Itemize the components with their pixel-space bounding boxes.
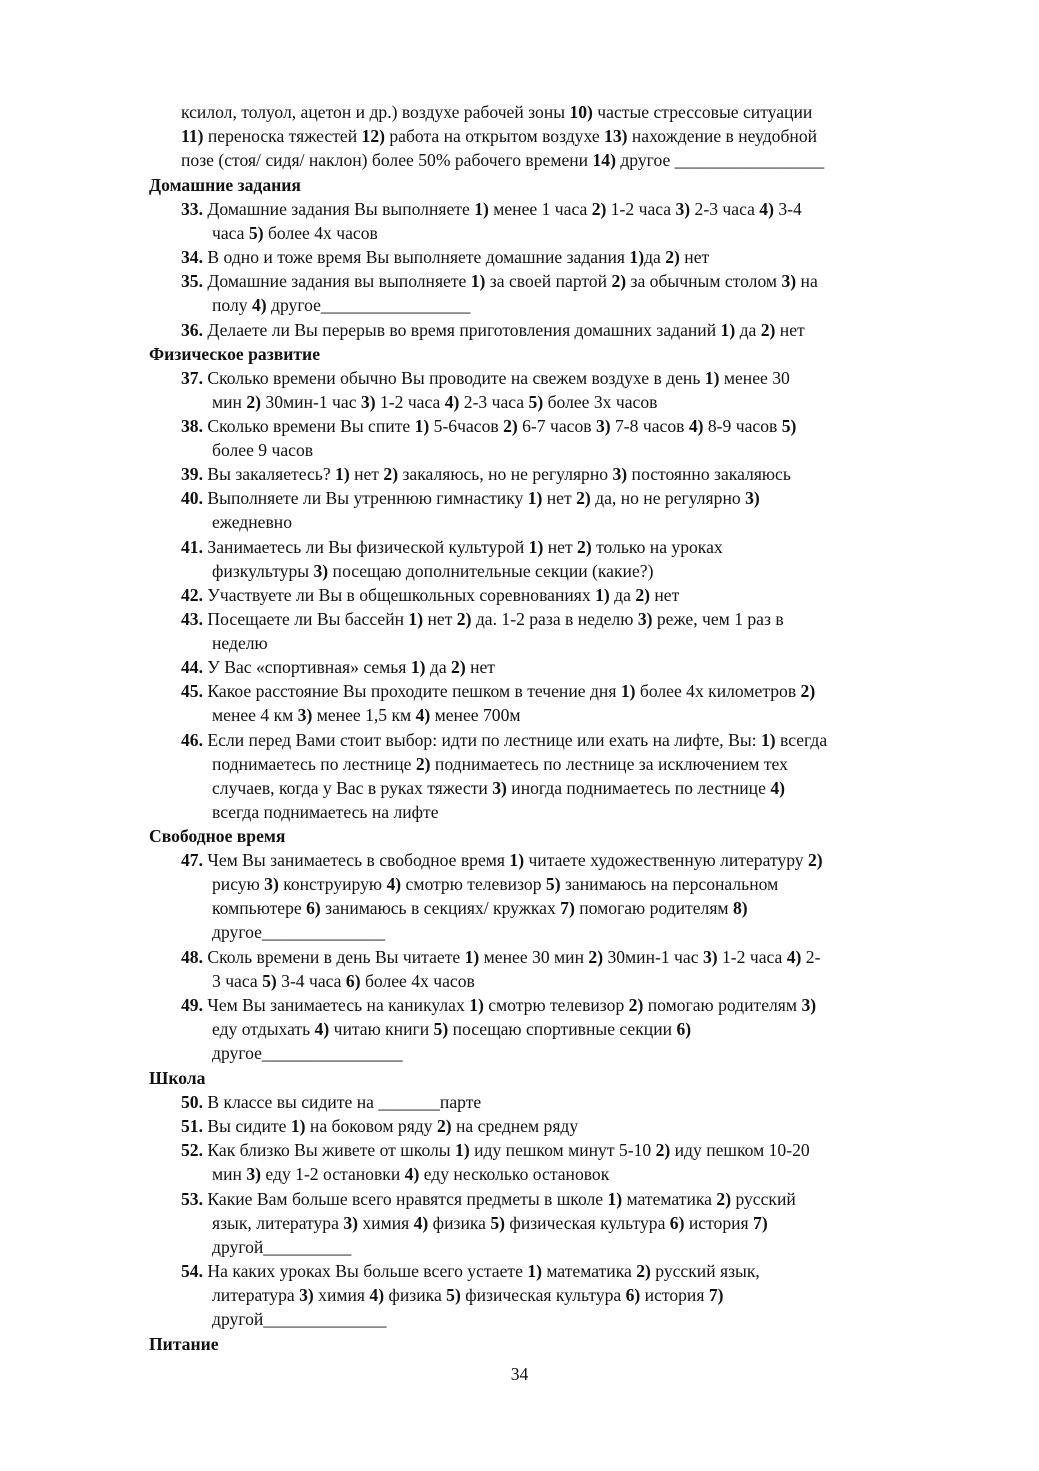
option-marker: 4) xyxy=(369,1285,385,1306)
option-marker: 4) xyxy=(688,416,704,436)
option-marker: 1) xyxy=(470,271,486,291)
option-marker: 6) xyxy=(625,1285,641,1306)
option-marker: 2) xyxy=(383,464,399,484)
option-marker: 5) xyxy=(433,1019,449,1040)
option-marker: 4) xyxy=(314,1019,330,1040)
option-marker: 1) xyxy=(290,1116,306,1136)
option-marker: 2) xyxy=(800,681,816,701)
question-line: менее 4 км 3) менее 1,5 км 4) менее 700м xyxy=(212,705,521,726)
option-marker: 1) xyxy=(474,199,489,219)
question-number: 53. xyxy=(181,1189,203,1209)
question-number: 34. xyxy=(181,247,203,267)
question-51 xyxy=(181,1114,971,1138)
question-33 xyxy=(181,197,971,245)
question-line: 51. Вы сидите 1) на боковом ряду 2) на среднем ряду xyxy=(181,1116,579,1136)
question-line: 53. Какие Вам больше всего нравятся предметы в школе 1) математика 2) русский xyxy=(181,1189,796,1209)
question-line: 37. Сколько времени обычно Вы проводите на свежем воздухе в день 1) менее 30 xyxy=(181,368,790,388)
option-marker: 2) xyxy=(456,609,472,629)
question-39 xyxy=(181,462,971,486)
option-marker: 3) xyxy=(612,464,628,484)
question-line: неделю xyxy=(212,633,268,654)
option-marker: 2) xyxy=(588,947,604,967)
question-line: 45. Какое расстояние Вы проходите пешком в течение дня 1) более 4х километров 2) xyxy=(181,681,816,701)
question-line: 35. Домашние задания вы выполняете 1) за своей партой 2) за обычным столом 3) на xyxy=(181,271,818,291)
question-line: другой__________ xyxy=(212,1237,352,1258)
option-marker: 8) xyxy=(732,898,748,919)
option-marker: 1) xyxy=(629,247,645,267)
option-marker: 2) xyxy=(636,1261,651,1281)
question-45 xyxy=(181,679,971,727)
question-number: 45. xyxy=(181,681,203,701)
option-marker: 1) xyxy=(414,416,430,436)
question-34 xyxy=(181,245,971,269)
option-marker: 5) xyxy=(248,223,264,244)
question-number: 47. xyxy=(181,850,203,870)
question-line: физкультуры 3) посещаю дополнительные секции (какие?) xyxy=(212,561,654,582)
option-marker: 2) xyxy=(503,416,518,436)
option-marker: 3) xyxy=(246,1164,262,1185)
option-marker: 1) xyxy=(335,464,350,484)
question-44 xyxy=(181,655,971,679)
option-marker: 4) xyxy=(404,1164,420,1185)
question-number: 37. xyxy=(181,368,203,388)
section-heading-homework: Домашние задания xyxy=(149,175,301,195)
text-line: ксилол, толуол, ацетон и др.) воздухе рабочей зоны 10) частые стрессовые ситуации xyxy=(181,102,813,122)
question-line: другой______________ xyxy=(212,1309,387,1330)
question-line: 48. Сколь времени в день Вы читаете 1) менее 30 мин 2) 30мин-1 час 3) 1-2 часа 4) 2- xyxy=(181,947,821,967)
question-42 xyxy=(181,583,971,607)
option-marker: 3) xyxy=(781,271,797,291)
option-marker: 5) xyxy=(528,392,544,413)
question-line: часа 5) более 4х часов xyxy=(212,223,378,244)
option-marker: 3) xyxy=(313,561,329,582)
option-marker: 3) xyxy=(675,199,691,219)
option-marker: 3) xyxy=(264,874,279,895)
section-heading-school: Школа xyxy=(149,1068,206,1088)
question-line: 52. Как близко Вы живете от школы 1) иду пешком минут 5-10 2) иду пешком 10-20 xyxy=(181,1140,810,1160)
option-marker: 3) xyxy=(492,778,507,799)
option-marker: 5) xyxy=(446,1285,461,1306)
option-marker: 3) xyxy=(595,416,611,436)
option-marker: 2) xyxy=(760,320,776,340)
option-marker: 1) xyxy=(760,730,776,750)
question-number: 52. xyxy=(181,1140,203,1160)
option-marker: 11) xyxy=(181,126,204,147)
option-marker: 1) xyxy=(455,1140,470,1160)
question-line: случаев, когда у Вас в руках тяжести 3) иногда поднимаетесь по лестнице 4) xyxy=(212,778,785,799)
option-marker: 6) xyxy=(676,1019,692,1040)
question-number: 35. xyxy=(181,271,203,291)
question-number: 33. xyxy=(181,199,203,219)
section-heading-freetime: Свободное время xyxy=(149,826,286,846)
question-line: 50. В классе вы сидите на _______парте xyxy=(181,1092,482,1112)
question-line: 34. В одно и тоже время Вы выполняете домашние задания 1)да 2) нет xyxy=(181,247,710,267)
question-line: 43. Посещаете ли Вы бассейн 1) нет 2) да. 1-2 раза в неделю 3) реже, чем 1 раз в xyxy=(181,609,784,629)
option-marker: 6) xyxy=(345,971,361,992)
question-line: 33. Домашние задания Вы выполняете 1) менее 1 часа 2) 1-2 часа 3) 2-3 часа 4) 3-4 xyxy=(181,199,802,219)
question-52 xyxy=(181,1138,971,1186)
option-marker: 2) xyxy=(415,754,431,775)
question-35 xyxy=(181,269,971,317)
question-line: литература 3) химия 4) физика 5) физическая культура 6) история 7) xyxy=(212,1285,724,1306)
option-marker: 7) xyxy=(708,1285,724,1306)
question-40 xyxy=(181,486,971,534)
question-46 xyxy=(181,728,971,824)
question-47 xyxy=(181,848,971,944)
option-marker: 2) xyxy=(628,995,644,1015)
option-marker: 2) xyxy=(807,850,823,870)
section-heading-nutrition: Питание xyxy=(149,1334,219,1354)
question-48 xyxy=(181,945,971,993)
option-marker: 4) xyxy=(770,778,785,799)
question-number: 38. xyxy=(181,416,203,436)
question-number: 43. xyxy=(181,609,203,629)
question-54 xyxy=(181,1259,971,1331)
option-marker: 3) xyxy=(299,1285,314,1306)
option-marker: 4) xyxy=(786,947,802,967)
option-marker: 2) xyxy=(451,657,466,677)
option-marker: 3) xyxy=(702,947,718,967)
option-marker: 2) xyxy=(246,392,262,413)
question-number: 40. xyxy=(181,488,203,508)
option-marker: 1) xyxy=(410,657,426,677)
option-marker: 1) xyxy=(527,488,543,508)
intro-continuation xyxy=(181,100,971,172)
option-marker: 1) xyxy=(527,1261,542,1281)
question-line: компьютере 6) занимаюсь в секциях/ кружках 7) помогаю родителям 8) xyxy=(212,898,748,919)
question-line: 36. Делаете ли Вы перерыв во время приготовления домашних заданий 1) да 2) нет xyxy=(181,320,805,340)
option-marker: 1) xyxy=(464,947,480,967)
option-marker: 5) xyxy=(781,416,797,436)
section-heading-physical: Физическое развитие xyxy=(149,344,320,364)
option-marker: 2) xyxy=(635,585,650,605)
option-marker: 3) xyxy=(637,609,653,629)
option-marker: 1) xyxy=(595,585,610,605)
option-marker: 1) xyxy=(509,850,525,870)
question-36 xyxy=(181,318,971,342)
option-marker: 4) xyxy=(386,874,402,895)
option-marker: 3) xyxy=(360,392,376,413)
option-marker: 12) xyxy=(361,126,385,147)
question-line: 42. Участвуете ли Вы в общешкольных соревнованиях 1) да 2) нет xyxy=(181,585,680,605)
text-line: 11) переноска тяжестей 12) работа на открытом воздухе 13) нахождение в неудобной xyxy=(181,126,818,147)
question-number: 39. xyxy=(181,464,203,484)
page-number: 34 xyxy=(510,1364,529,1384)
question-49 xyxy=(181,993,971,1065)
question-line: более 9 часов xyxy=(212,440,314,461)
option-marker: 1) xyxy=(408,609,424,629)
option-marker: 10) xyxy=(569,102,593,122)
question-line: 49. Чем Вы занимаетесь на каникулах 1) смотрю телевизор 2) помогаю родителям 3) xyxy=(181,995,817,1015)
question-number: 54. xyxy=(181,1261,203,1281)
question-line: рисую 3) конструирую 4) смотрю телевизор 5) занимаюсь на персональном xyxy=(212,874,779,895)
question-line: еду отдыхать 4) читаю книги 5) посещаю спортивные секции 6) xyxy=(212,1019,692,1040)
question-50 xyxy=(181,1090,971,1114)
option-marker: 3) xyxy=(745,488,760,508)
question-line: всегда поднимаетесь на лифте xyxy=(212,802,439,823)
option-marker: 6) xyxy=(306,898,321,919)
question-line: 38. Сколько времени Вы спите 1) 5-6часов 2) 6-7 часов 3) 7-8 часов 4) 8-9 часов 5) xyxy=(181,416,797,436)
question-line: 3 часа 5) 3-4 часа 6) более 4х часов xyxy=(212,971,475,992)
question-line: 46. Если перед Вами стоит выбор: идти по лестнице или ехать на лифте, Вы: 1) всегда xyxy=(181,730,828,750)
option-marker: 2) xyxy=(577,537,592,557)
option-marker: 5) xyxy=(490,1213,506,1234)
option-marker: 4) xyxy=(415,705,431,726)
question-line: 40. Выполняете ли Вы утреннюю гимнастику 1) нет 2) да, но не регулярно 3) xyxy=(181,488,760,508)
option-marker: 7) xyxy=(753,1213,768,1234)
option-marker: 3) xyxy=(801,995,817,1015)
question-38 xyxy=(181,414,971,462)
option-marker: 7) xyxy=(560,898,575,919)
question-number: 51. xyxy=(181,1116,203,1136)
option-marker: 2) xyxy=(655,1140,671,1160)
question-line: мин 2) 30мин-1 час 3) 1-2 часа 4) 2-3 часа 5) более 3х часов xyxy=(212,392,658,413)
option-marker: 5) xyxy=(545,874,561,895)
option-marker: 2) xyxy=(665,247,680,267)
option-marker: 4) xyxy=(251,295,267,316)
option-marker: 1) xyxy=(704,368,720,388)
question-53 xyxy=(181,1187,971,1259)
option-marker: 4) xyxy=(759,199,774,219)
option-marker: 3) xyxy=(343,1213,358,1234)
question-line: поднимаетесь по лестнице 2) поднимаетесь по лестнице за исключением тех xyxy=(212,754,788,775)
question-number: 50. xyxy=(181,1092,203,1112)
option-marker: 1) xyxy=(469,995,484,1015)
question-41 xyxy=(181,535,971,583)
option-marker: 3) xyxy=(297,705,313,726)
option-marker: 1) xyxy=(720,320,736,340)
question-number: 36. xyxy=(181,320,203,340)
question-number: 46. xyxy=(181,730,203,750)
option-marker: 4) xyxy=(413,1213,429,1234)
question-line: 54. На каких уроках Вы больше всего устаете 1) математика 2) русский язык, xyxy=(181,1261,760,1281)
option-marker: 2) xyxy=(576,488,591,508)
question-number: 41. xyxy=(181,537,203,557)
question-line: 39. Вы закаляетесь? 1) нет 2) закаляюсь, но не регулярно 3) постоянно закаляюсь xyxy=(181,464,791,484)
option-marker: 1) xyxy=(528,537,544,557)
question-number: 49. xyxy=(181,995,203,1015)
question-line: другое______________ xyxy=(212,922,386,943)
question-line: мин 3) еду 1-2 остановки 4) еду несколько остановок xyxy=(212,1164,610,1185)
question-number: 42. xyxy=(181,585,203,605)
question-37 xyxy=(181,366,971,414)
option-marker: 1) xyxy=(607,1189,623,1209)
question-line: 44. У Вас «спортивная» семья 1) да 2) нет xyxy=(181,657,495,677)
question-line: 41. Занимаетесь ли Вы физической культурой 1) нет 2) только на уроках xyxy=(181,537,723,557)
option-marker: 6) xyxy=(669,1213,685,1234)
option-marker: 5) xyxy=(262,971,277,992)
option-marker: 2) xyxy=(591,199,607,219)
question-line: другое________________ xyxy=(212,1043,403,1064)
option-marker: 2) xyxy=(611,271,627,291)
option-marker: 14) xyxy=(592,150,616,171)
option-marker: 13) xyxy=(604,126,628,147)
question-number: 48. xyxy=(181,947,203,967)
question-line: ежедневно xyxy=(212,512,293,533)
option-marker: 1) xyxy=(620,681,636,701)
question-number: 44. xyxy=(181,657,203,677)
question-line: полу 4) другое_________________ xyxy=(212,295,471,316)
option-marker: 2) xyxy=(436,1116,452,1136)
question-line: язык, литература 3) химия 4) физика 5) физическая культура 6) история 7) xyxy=(212,1213,768,1234)
option-marker: 4) xyxy=(444,392,460,413)
text-line: позе (стоя/ сидя/ наклон) более 50% рабочего времени 14) другое _________________ xyxy=(181,150,825,171)
option-marker: 2) xyxy=(716,1189,732,1209)
question-43 xyxy=(181,607,971,655)
question-line: 47. Чем Вы занимаетесь в свободное время 1) читаете художественную литературу 2) xyxy=(181,850,823,870)
